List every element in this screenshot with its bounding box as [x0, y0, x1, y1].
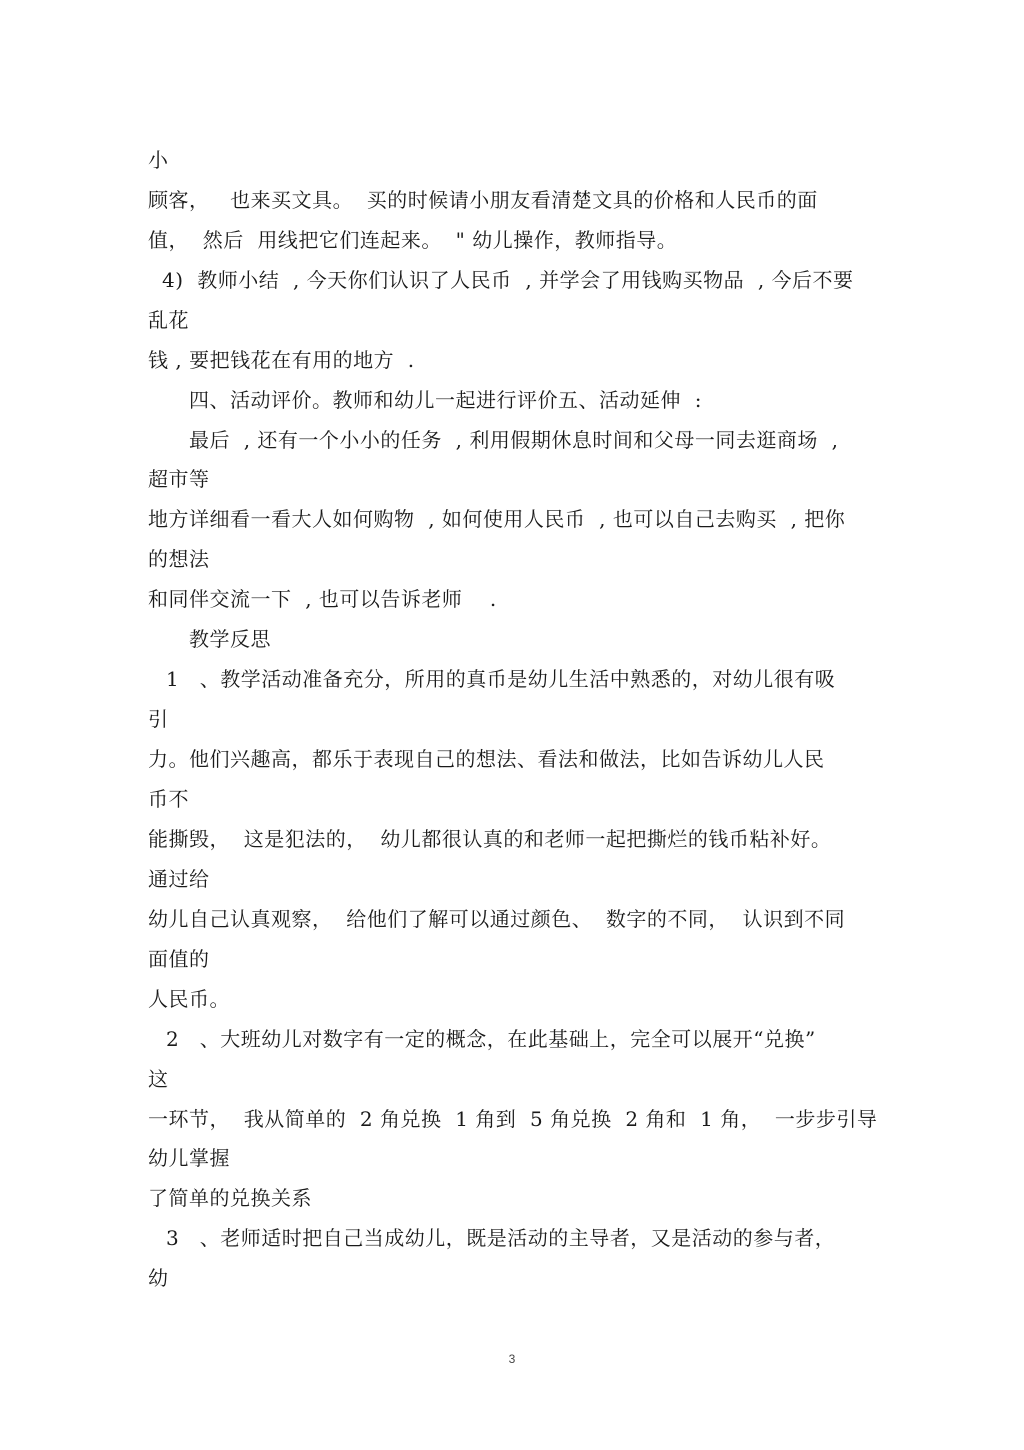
page-number: 3 [508, 1352, 516, 1366]
text-line: 能撕毁， 这是犯法的， 幼儿都很认真的和老师一起把撕烂的钱币粘补好。 [148, 827, 832, 851]
text-line: 了简单的兑换关系 [148, 1186, 312, 1210]
text-line: 幼儿自己认真观察， 给他们了解可以通过颜色、 数字的不同， 认识到不同 [148, 907, 846, 931]
section-heading: 教学反思 [189, 627, 271, 651]
text-line: 2 、大班幼儿对数字有一定的概念，在此基础上，完全可以展开“兑换” [166, 1027, 816, 1051]
text-line: 4) 教师小结 , 今天你们认识了人民币 , 并学会了用钱购买物品 , 今后不要 [162, 268, 854, 292]
text-line: 乱花 [148, 308, 189, 332]
text-line: 值， 然后 用线把它们连起来。 " 幼儿操作，教师指导。 [148, 228, 678, 252]
text-line: 3 、老师适时把自己当成幼儿，既是活动的主导者，又是活动的参与者， [166, 1226, 836, 1250]
text-line: 顾客， 也来买文具。 买的时候请小朋友看清楚文具的价格和人民币的面 [148, 188, 818, 212]
text-line: 小 [148, 148, 169, 172]
text-line: 币不 [148, 787, 189, 811]
text-line: 的想法 [148, 547, 210, 571]
text-line: 地方详细看一看大人如何购物 , 如何使用人民币 , 也可以自己去购买 , 把你 [148, 507, 846, 531]
text-line: 钱 , 要把钱花在有用的地方 . [148, 348, 415, 372]
text-line: 人民币。 [148, 987, 230, 1011]
text-line: 和同伴交流一下 , 也可以告诉老师 . [148, 587, 497, 611]
text-line: 一环节， 我从简单的 2 角兑换 1 角到 5 角兑换 2 角和 1 角， 一步步引导 [148, 1107, 878, 1131]
text-line: 四、活动评价。教师和幼儿一起进行评价五、活动延伸 : [189, 388, 702, 412]
text-line: 通过给 [148, 867, 210, 891]
text-line: 1 、教学活动准备充分，所用的真币是幼儿生活中熟悉的，对幼儿很有吸 [166, 667, 836, 691]
text-line: 幼 [148, 1266, 169, 1290]
text-line: 最后 , 还有一个小小的任务 , 利用假期休息时间和父母一同去逛商场 , [189, 428, 839, 452]
text-line: 幼儿掌握 [148, 1146, 230, 1170]
text-line: 力。他们兴趣高，都乐于表现自己的想法、看法和做法，比如告诉幼儿人民 [148, 747, 825, 771]
text-line: 引 [148, 707, 169, 731]
text-line: 面值的 [148, 947, 210, 971]
text-line: 超市等 [148, 467, 210, 491]
text-line: 这 [148, 1067, 169, 1091]
